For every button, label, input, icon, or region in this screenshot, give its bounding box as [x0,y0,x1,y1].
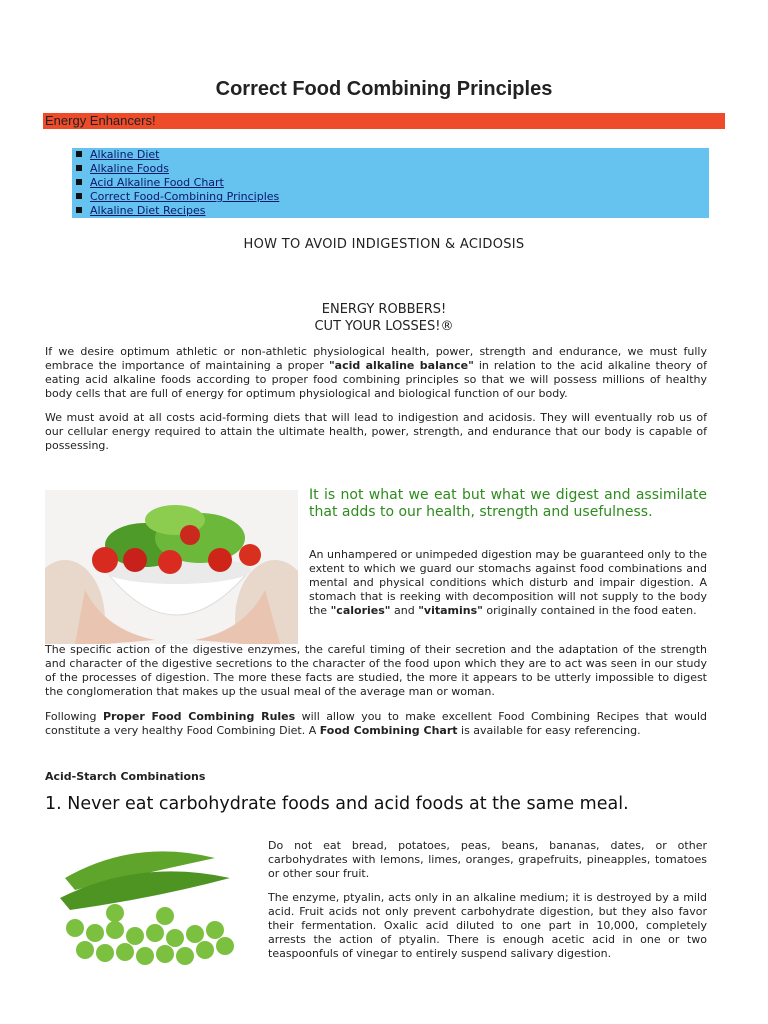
food-combining-rules-bold: Proper Food Combining Rules [102,710,296,723]
link-food-combining[interactable]: Correct Food-Combining Principles [90,190,280,203]
bullet-icon [76,193,82,199]
text-run: originally contained in the food eaten. [482,604,697,617]
digest-quote: It is not what we eat but what we digest and assimilate that adds to our health, strength and usefulness. [309,487,707,520]
energy-enhancers-banner: Energy Enhancers! [43,113,725,129]
list-item [76,190,709,204]
text-run: and [390,604,419,617]
text-run: in relation to the acid alkaline theory of eating acid alkaline foods according to proper food combining principles so that we will possess millions of healthy body cells that are full of energy for optimum physiological and biological function of our body. [45,359,708,400]
list-item [76,162,709,176]
rule-one-heading: 1. Never eat carbohydrate foods and acid foods at the same meal. [45,794,629,814]
list-item [76,176,709,190]
energy-robbers-line: ENERGY ROBBERS! [321,302,447,317]
carbohydrate-paragraph: Do not eat bread, potatoes, peas, beans, bananas, dates, or other carbohydrates with lemons, limes, oranges, grapefruits, pineapples, tomatoes or other sour fruit. [268,839,707,880]
text-run: An unhampered or unimpeded digestion may be guaranteed only to the extent to which we guard our stomachs against food combinations and mental and physical conditions which disturb and impair digestion. A stomach that is reeking with decomposition will not supply to the body the [309,548,707,617]
list-item [76,204,709,218]
enzymes-paragraph: The specific action of the digestive enzymes, the careful timing of their secretion and the adaptation of the strength and character of the digestive secretions to the character of the food upon which they are to act was seen in our study of the processes of digestion. The more these facts are studied, the more it appears to be utterly impossible to digest the conglomeration that makes up the usual meal of the average man or woman. [45,643,707,698]
page-title: Correct Food Combining Principles [215,78,553,100]
calories-bold: "calories" [330,604,391,617]
text-run: is available for easy referencing. [457,724,641,737]
text-run: will allow you to make excellent Food Combining Recipes that would constitute a very healthy Food Combining Diet. A [45,710,707,737]
digestion-paragraph [309,548,707,618]
nav-link-list [72,148,709,218]
vitamins-bold: "vitamins" [418,604,483,617]
green-peas-image [45,838,248,976]
link-diet-recipes[interactable]: Alkaline Diet Recipes [90,204,206,217]
indigestion-heading: HOW TO AVOID INDIGESTION & ACIDOSIS [243,237,525,252]
food-combining-chart-bold: Food Combining Chart [319,724,458,737]
salad-bowl-image [45,490,298,644]
link-alkaline-diet[interactable]: Alkaline Diet [90,148,160,161]
list-item [76,148,709,162]
combining-rules-paragraph [45,710,707,738]
link-alkaline-foods[interactable]: Alkaline Foods [90,162,169,175]
text-run: If we desire optimum athletic or non-athletic physiological health, power, strength and endurance, we must fully embrace the importance of maintaining a proper [45,345,707,372]
text-run: Following [45,710,103,723]
avoid-acid-paragraph: We must avoid at all costs acid-forming diets that will lead to indigestion and acidosis. They will eventually rob us of our cellular energy required to attain the ultimate health, power, strength, and endurance that our body is capable of possessing. [45,411,707,452]
bullet-icon [76,151,82,157]
intro-paragraph [45,345,707,401]
ptyalin-paragraph: The enzyme, ptyalin, acts only in an alkaline medium; it is destroyed by a mild acid. Fruit acids not only prevent carbohydrate digestion, but they also favor their fermentation. Oxalic acid diluted to one part in 10,000, completely arrests the action of ptyalin. There is enough acetic acid in one or two teaspoonfuls of vinegar to entirely suspend salivary digestion. [268,891,707,960]
acid-starch-heading: Acid-Starch Combinations [45,770,206,783]
bullet-icon [76,165,82,171]
bullet-icon [76,179,82,185]
cut-losses-line: CUT YOUR LOSSES!® [314,319,454,334]
energy-robbers-heading [0,301,768,335]
green-peas-illustration [45,838,248,976]
link-food-chart[interactable]: Acid Alkaline Food Chart [90,176,224,189]
bullet-icon [76,207,82,213]
acid-alkaline-balance-bold: "acid alkaline balance" [328,359,474,372]
salad-bowl-illustration [45,490,298,644]
